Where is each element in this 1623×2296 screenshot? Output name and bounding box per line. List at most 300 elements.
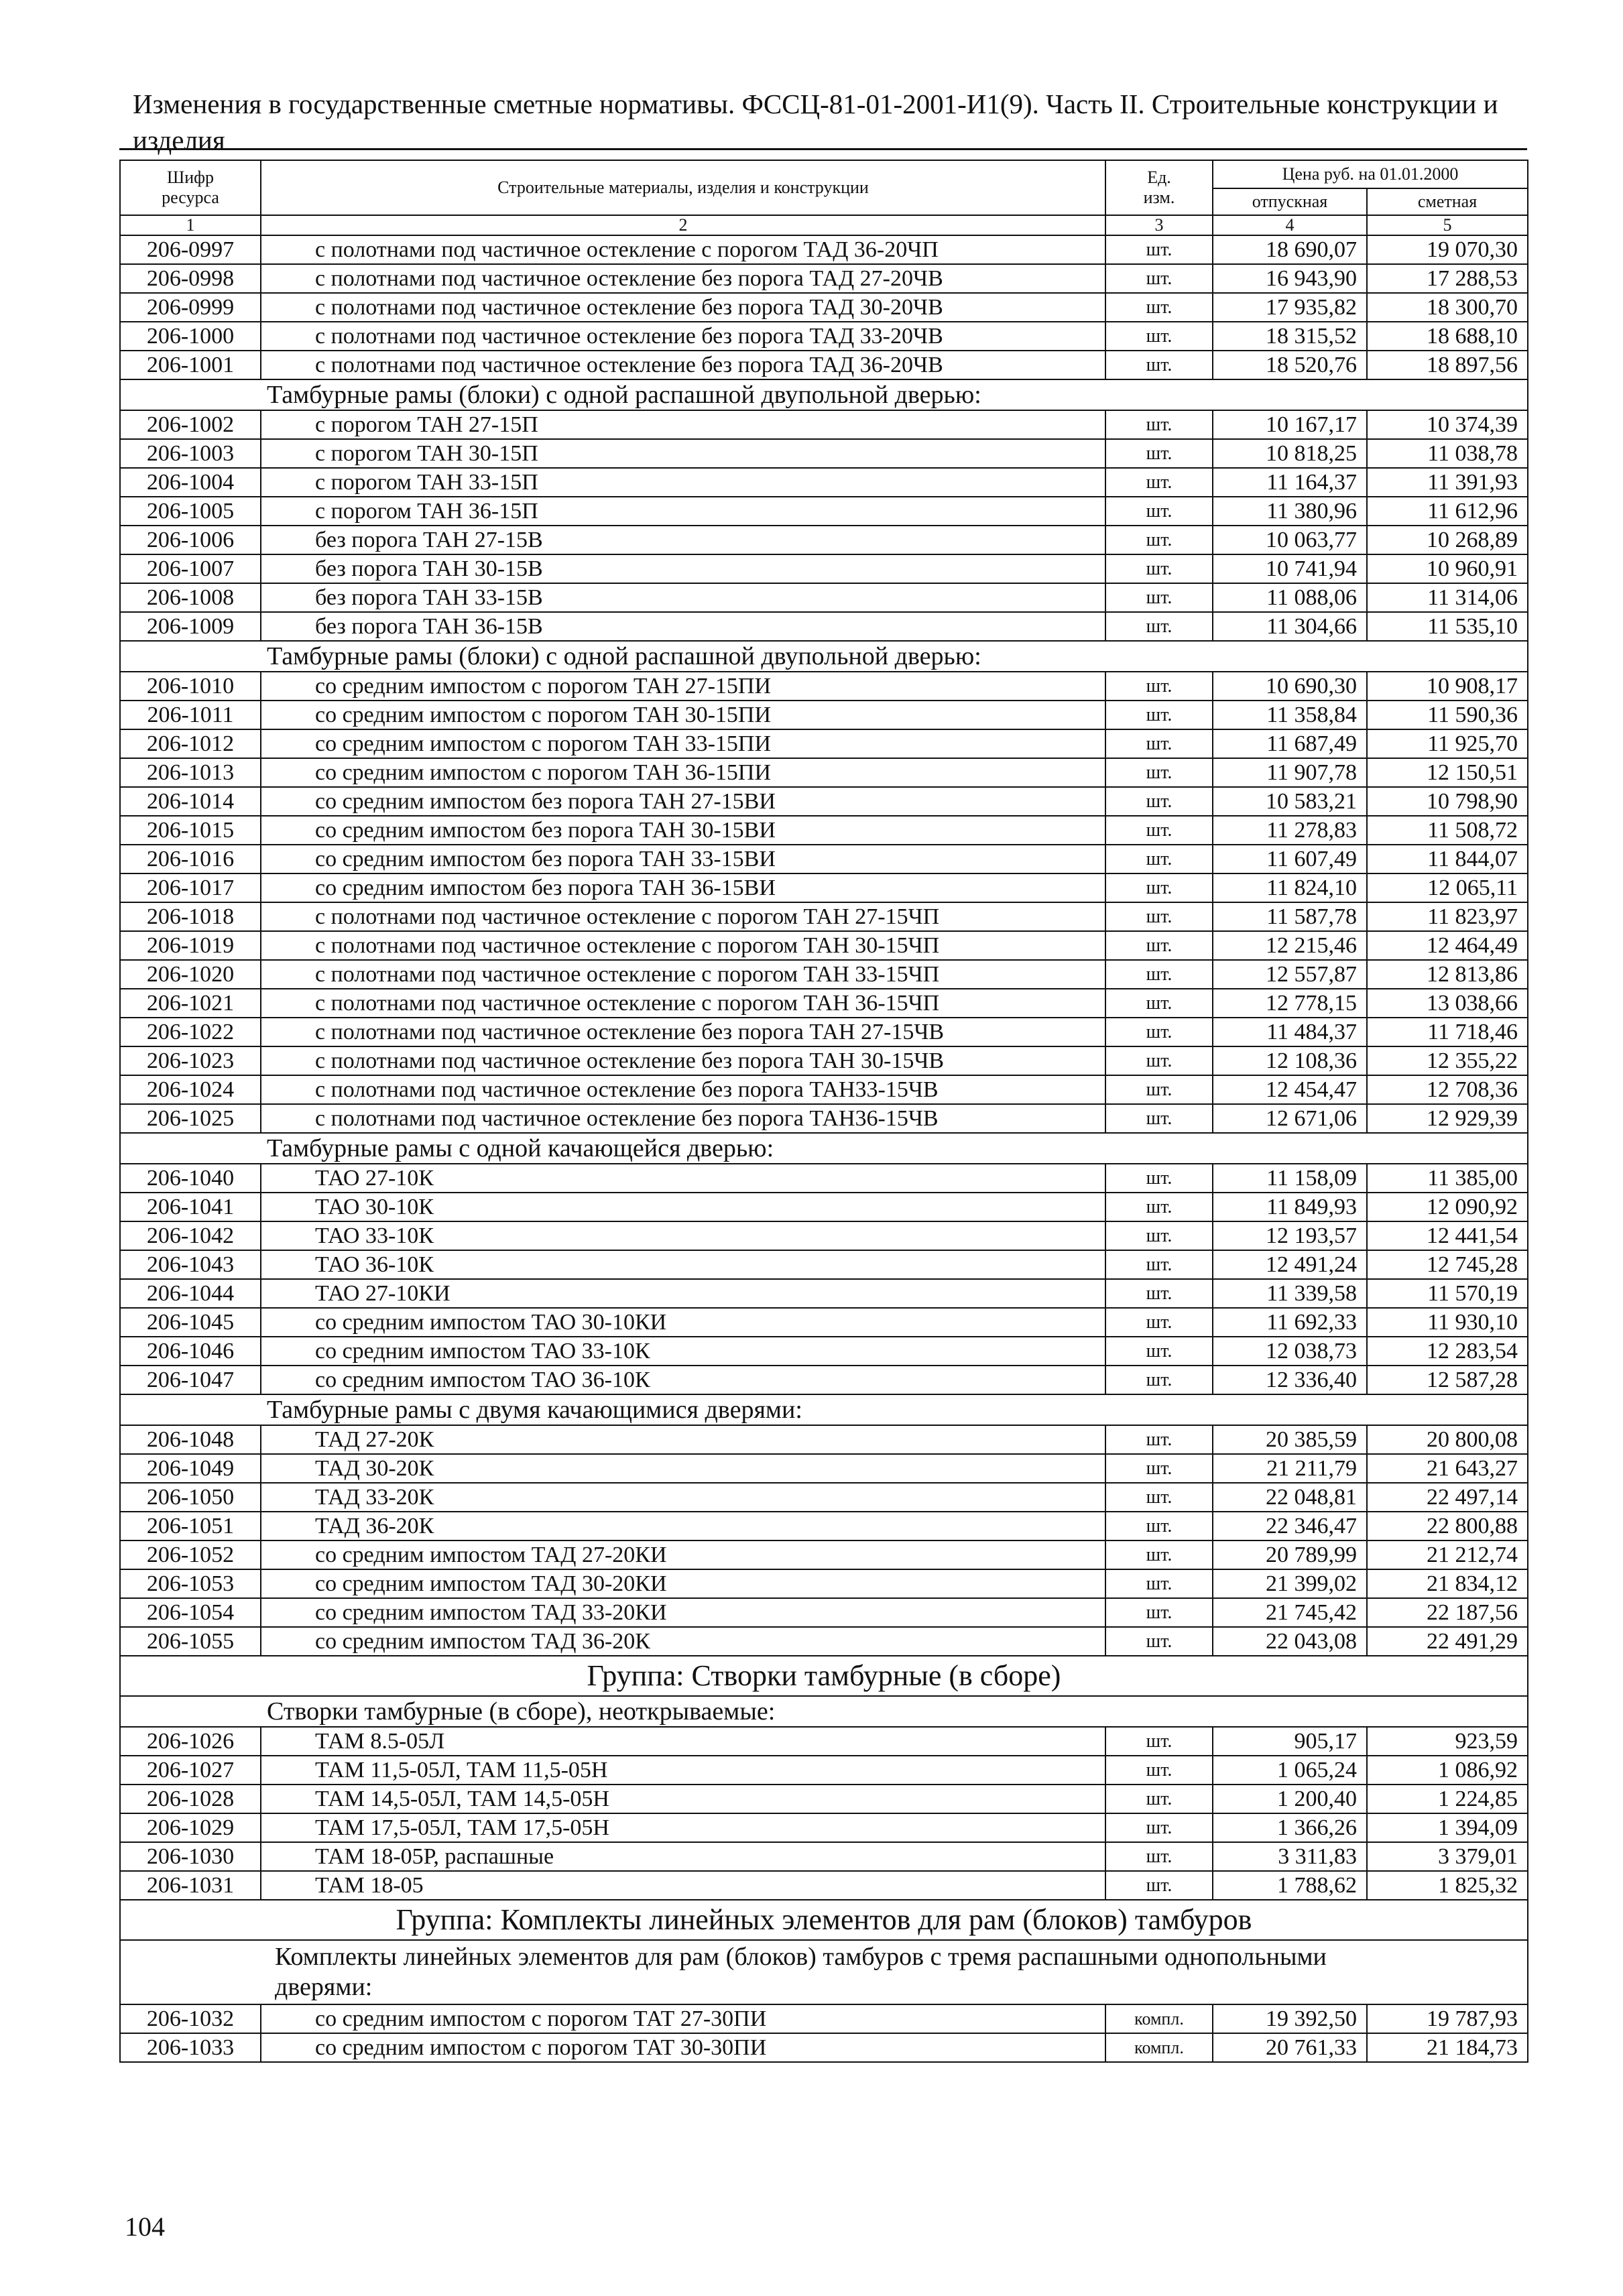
unit-cell: шт. (1105, 787, 1213, 816)
table-row (120, 1540, 1528, 1569)
table-row (120, 1046, 1528, 1075)
table-row (120, 672, 1528, 701)
table-row (120, 439, 1528, 468)
estimate-price-cell: 10 960,91 (1367, 554, 1528, 583)
material-name-cell: со средним импостом ТАД 30-20КИ (261, 1569, 1105, 1598)
table-row (120, 1598, 1528, 1627)
release-price-cell: 11 824,10 (1213, 873, 1367, 902)
material-name-cell: с полотнами под частичное остекление без порога ТАН 27-15ЧВ (261, 1018, 1105, 1046)
resource-code-cell: 206-1029 (120, 1813, 261, 1842)
estimate-price-cell: 19 787,93 (1367, 2004, 1528, 2033)
estimate-price-cell: 21 212,74 (1367, 1540, 1528, 1569)
material-name-cell: без порога ТАН 33-15В (261, 583, 1105, 612)
release-price-cell: 18 520,76 (1213, 351, 1367, 379)
table-row (120, 1512, 1528, 1540)
material-name-cell: с порогом ТАН 27-15П (261, 410, 1105, 439)
resource-code-cell: 206-1018 (120, 902, 261, 931)
resource-code-cell: 206-0998 (120, 264, 261, 293)
material-name-cell: с полотнами под частичное остекление с порогом ТАН 33-15ЧП (261, 960, 1105, 989)
section-subheading: Створки тамбурные (в сборе), неоткрываемые: (120, 1696, 1528, 1727)
material-name-cell: ТАМ 18-05 (261, 1871, 1105, 1900)
release-price-cell: 16 943,90 (1213, 264, 1367, 293)
estimate-price-cell: 12 065,11 (1367, 873, 1528, 902)
table-row (120, 1842, 1528, 1871)
estimate-price-cell: 21 184,73 (1367, 2033, 1528, 2062)
unit-cell: шт. (1105, 1756, 1213, 1785)
release-price-cell: 12 038,73 (1213, 1337, 1367, 1366)
estimate-price-cell: 923,59 (1367, 1727, 1528, 1756)
page-header: Изменения в государственные сметные нормативы. ФССЦ-81-01-2001-И1(9). Часть II. Строительные конструкции и изделия (133, 88, 1498, 156)
subheading-row (120, 1696, 1528, 1727)
table-row (120, 1308, 1528, 1337)
unit-cell: шт. (1105, 1627, 1213, 1656)
table-row (120, 1075, 1528, 1104)
group-heading-row (120, 1656, 1528, 1696)
release-price-cell: 12 108,36 (1213, 1046, 1367, 1075)
table-row (120, 410, 1528, 439)
table-row (120, 787, 1528, 816)
table-row (120, 612, 1528, 641)
material-name-cell: без порога ТАН 36-15В (261, 612, 1105, 641)
table-row (120, 1569, 1528, 1598)
table-row (120, 729, 1528, 758)
material-name-cell: с полотнами под частичное остекление с порогом ТАН 30-15ЧП (261, 931, 1105, 960)
resource-code-cell: 206-1030 (120, 1842, 261, 1871)
col-price-header: Цена руб. на 01.01.2000 (1213, 160, 1528, 188)
release-price-cell: 10 583,21 (1213, 787, 1367, 816)
resource-code-cell: 206-1004 (120, 468, 261, 497)
release-price-cell: 18 690,07 (1213, 235, 1367, 264)
estimate-price-cell: 10 268,89 (1367, 526, 1528, 554)
resource-code-cell: 206-1000 (120, 322, 261, 351)
release-price-cell: 11 278,83 (1213, 816, 1367, 845)
estimate-price-cell: 11 508,72 (1367, 816, 1528, 845)
material-name-cell: с полотнами под частичное остекление с порогом ТАН 27-15ЧП (261, 902, 1105, 931)
table-row (120, 554, 1528, 583)
estimate-price-cell: 1 086,92 (1367, 1756, 1528, 1785)
release-price-cell: 21 399,02 (1213, 1569, 1367, 1598)
estimate-price-cell: 12 813,86 (1367, 960, 1528, 989)
material-name-cell: с полотнами под частичное остекление без порога ТАД 30-20ЧВ (261, 293, 1105, 322)
estimate-price-cell: 21 643,27 (1367, 1454, 1528, 1483)
release-price-cell: 1 065,24 (1213, 1756, 1367, 1785)
estimate-price-cell: 1 394,09 (1367, 1813, 1528, 1842)
table-row (120, 1483, 1528, 1512)
unit-cell: компл. (1105, 2033, 1213, 2062)
resource-code-cell: 206-1005 (120, 497, 261, 526)
material-name-cell: ТАМ 8.5-05Л (261, 1727, 1105, 1756)
col-number: 2 (261, 215, 1105, 235)
material-name-cell: ТАМ 17,5-05Л, ТАМ 17,5-05Н (261, 1813, 1105, 1842)
table-row (120, 1425, 1528, 1454)
unit-cell: шт. (1105, 1366, 1213, 1394)
unit-cell: шт. (1105, 758, 1213, 787)
unit-cell: шт. (1105, 526, 1213, 554)
section-subheading: Комплекты линейных элементов для рам (блоков) тамбуров с тремя распашными однопольными дверями: (120, 1940, 1528, 2004)
table-row (120, 1018, 1528, 1046)
material-name-cell: без порога ТАН 27-15В (261, 526, 1105, 554)
unit-cell: шт. (1105, 729, 1213, 758)
unit-cell: шт. (1105, 989, 1213, 1018)
unit-cell: шт. (1105, 1540, 1213, 1569)
estimate-price-cell: 11 570,19 (1367, 1279, 1528, 1308)
material-name-cell: с полотнами под частичное остекление без порога ТАН33-15ЧВ (261, 1075, 1105, 1104)
table-row (120, 1727, 1528, 1756)
resource-code-cell: 206-1009 (120, 612, 261, 641)
table-row (120, 583, 1528, 612)
material-name-cell: с полотнами под частичное остекление без порога ТАД 36-20ЧВ (261, 351, 1105, 379)
release-price-cell: 20 385,59 (1213, 1425, 1367, 1454)
unit-cell: шт. (1105, 1164, 1213, 1193)
release-price-cell: 22 048,81 (1213, 1483, 1367, 1512)
resource-code-cell: 206-1015 (120, 816, 261, 845)
resource-code-cell: 206-0999 (120, 293, 261, 322)
group-heading: Группа: Створки тамбурные (в сборе) (120, 1656, 1528, 1696)
unit-cell: шт. (1105, 554, 1213, 583)
release-price-cell: 12 778,15 (1213, 989, 1367, 1018)
material-name-cell: ТАО 30-10К (261, 1193, 1105, 1221)
subheading-row (120, 641, 1528, 672)
release-price-cell: 11 907,78 (1213, 758, 1367, 787)
unit-cell: шт. (1105, 1018, 1213, 1046)
material-name-cell: с порогом ТАН 30-15П (261, 439, 1105, 468)
resource-code-cell: 206-1012 (120, 729, 261, 758)
estimate-price-cell: 11 844,07 (1367, 845, 1528, 873)
table-row (120, 902, 1528, 931)
table-row (120, 526, 1528, 554)
unit-cell: шт. (1105, 902, 1213, 931)
estimate-price-cell: 22 491,29 (1367, 1627, 1528, 1656)
material-name-cell: ТАО 27-10К (261, 1164, 1105, 1193)
estimate-price-cell: 10 798,90 (1367, 787, 1528, 816)
material-name-cell: с полотнами под частичное остекление без порога ТАД 33-20ЧВ (261, 322, 1105, 351)
column-number-row (120, 215, 1528, 235)
resource-code-cell: 206-1020 (120, 960, 261, 989)
subheading-row (120, 1940, 1528, 2004)
col-release-header: отпускная (1213, 188, 1367, 215)
estimate-price-cell: 18 897,56 (1367, 351, 1528, 379)
table-row (120, 931, 1528, 960)
material-name-cell: с порогом ТАН 33-15П (261, 468, 1105, 497)
unit-cell: шт. (1105, 701, 1213, 729)
resource-code-cell: 206-1011 (120, 701, 261, 729)
material-name-cell: со средним импостом с порогом ТАТ 30-30ПИ (261, 2033, 1105, 2062)
release-price-cell: 11 339,58 (1213, 1279, 1367, 1308)
unit-cell: шт. (1105, 439, 1213, 468)
unit-cell: компл. (1105, 2004, 1213, 2033)
resource-code-cell: 206-1026 (120, 1727, 261, 1756)
resource-code-cell: 206-1052 (120, 1540, 261, 1569)
table-body (120, 235, 1528, 2062)
resource-code-cell: 206-1021 (120, 989, 261, 1018)
resource-code-cell: 206-1045 (120, 1308, 261, 1337)
release-price-cell: 12 215,46 (1213, 931, 1367, 960)
material-name-cell: ТАО 27-10КИ (261, 1279, 1105, 1308)
material-name-cell: со средним импостом ТАД 36-20К (261, 1627, 1105, 1656)
estimate-price-cell: 19 070,30 (1367, 235, 1528, 264)
table-row (120, 1756, 1528, 1785)
resource-code-cell: 206-1007 (120, 554, 261, 583)
table-row (120, 960, 1528, 989)
material-name-cell: со средним импостом с порогом ТАН 33-15ПИ (261, 729, 1105, 758)
table-row (120, 264, 1528, 293)
unit-cell: шт. (1105, 1569, 1213, 1598)
estimate-price-cell: 12 090,92 (1367, 1193, 1528, 1221)
release-price-cell: 10 167,17 (1213, 410, 1367, 439)
page-number: 104 (125, 2212, 165, 2242)
release-price-cell: 11 380,96 (1213, 497, 1367, 526)
table-row (120, 1785, 1528, 1813)
table-row (120, 497, 1528, 526)
unit-cell: шт. (1105, 497, 1213, 526)
estimate-price-cell: 12 355,22 (1367, 1046, 1528, 1075)
estimate-price-cell: 11 038,78 (1367, 439, 1528, 468)
estimate-price-cell: 11 314,06 (1367, 583, 1528, 612)
resource-code-cell: 206-1002 (120, 410, 261, 439)
unit-cell: шт. (1105, 1104, 1213, 1133)
release-price-cell: 12 336,40 (1213, 1366, 1367, 1394)
estimate-price-cell: 3 379,01 (1367, 1842, 1528, 1871)
resource-code-cell: 206-1048 (120, 1425, 261, 1454)
unit-cell: шт. (1105, 293, 1213, 322)
material-name-cell: с полотнами под частичное остекление без порога ТАН36-15ЧВ (261, 1104, 1105, 1133)
resource-code-cell: 206-1044 (120, 1279, 261, 1308)
unit-cell: шт. (1105, 1813, 1213, 1842)
unit-cell: шт. (1105, 1454, 1213, 1483)
unit-cell: шт. (1105, 1075, 1213, 1104)
material-name-cell: со средним импостом без порога ТАН 33-15ВИ (261, 845, 1105, 873)
estimate-price-cell: 12 441,54 (1367, 1221, 1528, 1250)
table-row (120, 1250, 1528, 1279)
unit-cell: шт. (1105, 960, 1213, 989)
material-name-cell: ТАО 36-10К (261, 1250, 1105, 1279)
material-name-cell: с полотнами под частичное остекление с порогом ТАН 36-15ЧП (261, 989, 1105, 1018)
price-table (119, 160, 1528, 2063)
estimate-price-cell: 12 745,28 (1367, 1250, 1528, 1279)
group-heading-row (120, 1900, 1528, 1940)
resource-code-cell: 206-1028 (120, 1785, 261, 1813)
col-name-header: Строительные материалы, изделия и конструкции (261, 160, 1105, 215)
unit-cell: шт. (1105, 845, 1213, 873)
col-unit-header: Ед. изм. (1105, 160, 1213, 215)
resource-code-cell: 206-1008 (120, 583, 261, 612)
estimate-price-cell: 22 497,14 (1367, 1483, 1528, 1512)
material-name-cell: со средним импостом ТАО 30-10КИ (261, 1308, 1105, 1337)
unit-cell: шт. (1105, 672, 1213, 701)
estimate-price-cell: 11 385,00 (1367, 1164, 1528, 1193)
release-price-cell: 12 671,06 (1213, 1104, 1367, 1133)
release-price-cell: 1 200,40 (1213, 1785, 1367, 1813)
resource-code-cell: 206-1051 (120, 1512, 261, 1540)
resource-code-cell: 206-0997 (120, 235, 261, 264)
release-price-cell: 12 557,87 (1213, 960, 1367, 989)
table-row (120, 1279, 1528, 1308)
table-row (120, 1104, 1528, 1133)
table-row (120, 1164, 1528, 1193)
resource-code-cell: 206-1016 (120, 845, 261, 873)
table-row (120, 351, 1528, 379)
estimate-price-cell: 11 612,96 (1367, 497, 1528, 526)
release-price-cell: 1 366,26 (1213, 1813, 1367, 1842)
release-price-cell: 20 789,99 (1213, 1540, 1367, 1569)
release-price-cell: 11 358,84 (1213, 701, 1367, 729)
material-name-cell: со средним импостом ТАО 36-10К (261, 1366, 1105, 1394)
release-price-cell: 11 849,93 (1213, 1193, 1367, 1221)
section-subheading: Тамбурные рамы с двумя качающимися дверями: (120, 1394, 1528, 1425)
release-price-cell: 11 587,78 (1213, 902, 1367, 931)
material-name-cell: со средним импостом с порогом ТАТ 27-30ПИ (261, 2004, 1105, 2033)
estimate-price-cell: 11 718,46 (1367, 1018, 1528, 1046)
unit-cell: шт. (1105, 1512, 1213, 1540)
unit-cell: шт. (1105, 1279, 1213, 1308)
release-price-cell: 11 484,37 (1213, 1018, 1367, 1046)
release-price-cell: 10 741,94 (1213, 554, 1367, 583)
release-price-cell: 10 818,25 (1213, 439, 1367, 468)
col-number: 3 (1105, 215, 1213, 235)
release-price-cell: 11 687,49 (1213, 729, 1367, 758)
release-price-cell: 18 315,52 (1213, 322, 1367, 351)
material-name-cell: ТАД 30-20К (261, 1454, 1105, 1483)
unit-cell: шт. (1105, 1425, 1213, 1454)
estimate-price-cell: 22 800,88 (1367, 1512, 1528, 1540)
estimate-price-cell: 12 587,28 (1367, 1366, 1528, 1394)
table-row (120, 1813, 1528, 1842)
unit-cell: шт. (1105, 816, 1213, 845)
table-row (120, 816, 1528, 845)
material-name-cell: ТАД 36-20К (261, 1512, 1105, 1540)
resource-code-cell: 206-1032 (120, 2004, 261, 2033)
material-name-cell: ТАМ 11,5-05Л, ТАМ 11,5-05Н (261, 1756, 1105, 1785)
material-name-cell: с порогом ТАН 36-15П (261, 497, 1105, 526)
release-price-cell: 11 692,33 (1213, 1308, 1367, 1337)
material-name-cell: ТАД 27-20К (261, 1425, 1105, 1454)
col-number: 4 (1213, 215, 1367, 235)
resource-code-cell: 206-1013 (120, 758, 261, 787)
material-name-cell: с полотнами под частичное остекление без порога ТАД 27-20ЧВ (261, 264, 1105, 293)
material-name-cell: со средним импостом без порога ТАН 30-15ВИ (261, 816, 1105, 845)
table-row (120, 468, 1528, 497)
release-price-cell: 17 935,82 (1213, 293, 1367, 322)
release-price-cell: 11 607,49 (1213, 845, 1367, 873)
material-name-cell: со средним импостом ТАД 33-20КИ (261, 1598, 1105, 1627)
resource-code-cell: 206-1022 (120, 1018, 261, 1046)
estimate-price-cell: 12 929,39 (1367, 1104, 1528, 1133)
release-price-cell: 11 158,09 (1213, 1164, 1367, 1193)
table-row (120, 1337, 1528, 1366)
table-row (120, 1454, 1528, 1483)
material-name-cell: со средним импостом ТАО 33-10К (261, 1337, 1105, 1366)
col-number: 5 (1367, 215, 1528, 235)
release-price-cell: 10 690,30 (1213, 672, 1367, 701)
release-price-cell: 1 788,62 (1213, 1871, 1367, 1900)
material-name-cell: с полотнами под частичное остекление без порога ТАН 30-15ЧВ (261, 1046, 1105, 1075)
header-row-1 (120, 160, 1528, 188)
release-price-cell: 21 745,42 (1213, 1598, 1367, 1627)
resource-code-cell: 206-1023 (120, 1046, 261, 1075)
group-heading: Группа: Комплекты линейных элементов для рам (блоков) тамбуров (120, 1900, 1528, 1940)
unit-cell: шт. (1105, 1842, 1213, 1871)
resource-code-cell: 206-1019 (120, 931, 261, 960)
table-row (120, 1366, 1528, 1394)
release-price-cell: 3 311,83 (1213, 1842, 1367, 1871)
header-rule (119, 148, 1527, 150)
resource-code-cell: 206-1025 (120, 1104, 261, 1133)
unit-cell: шт. (1105, 1308, 1213, 1337)
resource-code-cell: 206-1043 (120, 1250, 261, 1279)
estimate-price-cell: 13 038,66 (1367, 989, 1528, 1018)
unit-cell: шт. (1105, 351, 1213, 379)
unit-cell: шт. (1105, 264, 1213, 293)
section-subheading: Тамбурные рамы (блоки) с одной распашной двупольной дверью: (120, 379, 1528, 410)
estimate-price-cell: 17 288,53 (1367, 264, 1528, 293)
estimate-price-cell: 18 300,70 (1367, 293, 1528, 322)
material-name-cell: с полотнами под частичное остекление с порогом ТАД 36-20ЧП (261, 235, 1105, 264)
estimate-price-cell: 11 925,70 (1367, 729, 1528, 758)
unit-cell: шт. (1105, 1785, 1213, 1813)
resource-code-cell: 206-1042 (120, 1221, 261, 1250)
table-row (120, 845, 1528, 873)
unit-cell: шт. (1105, 1221, 1213, 1250)
estimate-price-cell: 10 374,39 (1367, 410, 1528, 439)
table-row (120, 1871, 1528, 1900)
estimate-price-cell: 12 150,51 (1367, 758, 1528, 787)
col-estimate-header: сметная (1367, 188, 1528, 215)
table-row (120, 2033, 1528, 2062)
release-price-cell: 10 063,77 (1213, 526, 1367, 554)
table-row (120, 758, 1528, 787)
table-row (120, 293, 1528, 322)
release-price-cell: 22 043,08 (1213, 1627, 1367, 1656)
unit-cell: шт. (1105, 322, 1213, 351)
table-row (120, 873, 1528, 902)
resource-code-cell: 206-1014 (120, 787, 261, 816)
release-price-cell: 21 211,79 (1213, 1454, 1367, 1483)
unit-cell: шт. (1105, 1250, 1213, 1279)
resource-code-cell: 206-1010 (120, 672, 261, 701)
resource-code-cell: 206-1033 (120, 2033, 261, 2062)
subheading-row (120, 379, 1528, 410)
estimate-price-cell: 11 391,93 (1367, 468, 1528, 497)
material-name-cell: со средним импостом с порогом ТАН 30-15ПИ (261, 701, 1105, 729)
resource-code-cell: 206-1041 (120, 1193, 261, 1221)
subheading-row (120, 1133, 1528, 1164)
estimate-price-cell: 12 708,36 (1367, 1075, 1528, 1104)
estimate-price-cell: 11 823,97 (1367, 902, 1528, 931)
section-subheading: Тамбурные рамы с одной качающейся дверью: (120, 1133, 1528, 1164)
section-subheading: Тамбурные рамы (блоки) с одной распашной двупольной дверью: (120, 641, 1528, 672)
resource-code-cell: 206-1003 (120, 439, 261, 468)
unit-cell: шт. (1105, 1337, 1213, 1366)
col-code-header: Шифр ресурса (120, 160, 261, 215)
unit-cell: шт. (1105, 873, 1213, 902)
resource-code-cell: 206-1027 (120, 1756, 261, 1785)
table-row (120, 235, 1528, 264)
unit-cell: шт. (1105, 468, 1213, 497)
resource-code-cell: 206-1053 (120, 1569, 261, 1598)
resource-code-cell: 206-1049 (120, 1454, 261, 1483)
unit-cell: шт. (1105, 1193, 1213, 1221)
table-row (120, 701, 1528, 729)
col-number: 1 (120, 215, 261, 235)
unit-cell: шт. (1105, 1727, 1213, 1756)
resource-code-cell: 206-1054 (120, 1598, 261, 1627)
estimate-price-cell: 11 590,36 (1367, 701, 1528, 729)
material-name-cell: без порога ТАН 30-15В (261, 554, 1105, 583)
release-price-cell: 11 164,37 (1213, 468, 1367, 497)
release-price-cell: 905,17 (1213, 1727, 1367, 1756)
estimate-price-cell: 18 688,10 (1367, 322, 1528, 351)
resource-code-cell: 206-1040 (120, 1164, 261, 1193)
